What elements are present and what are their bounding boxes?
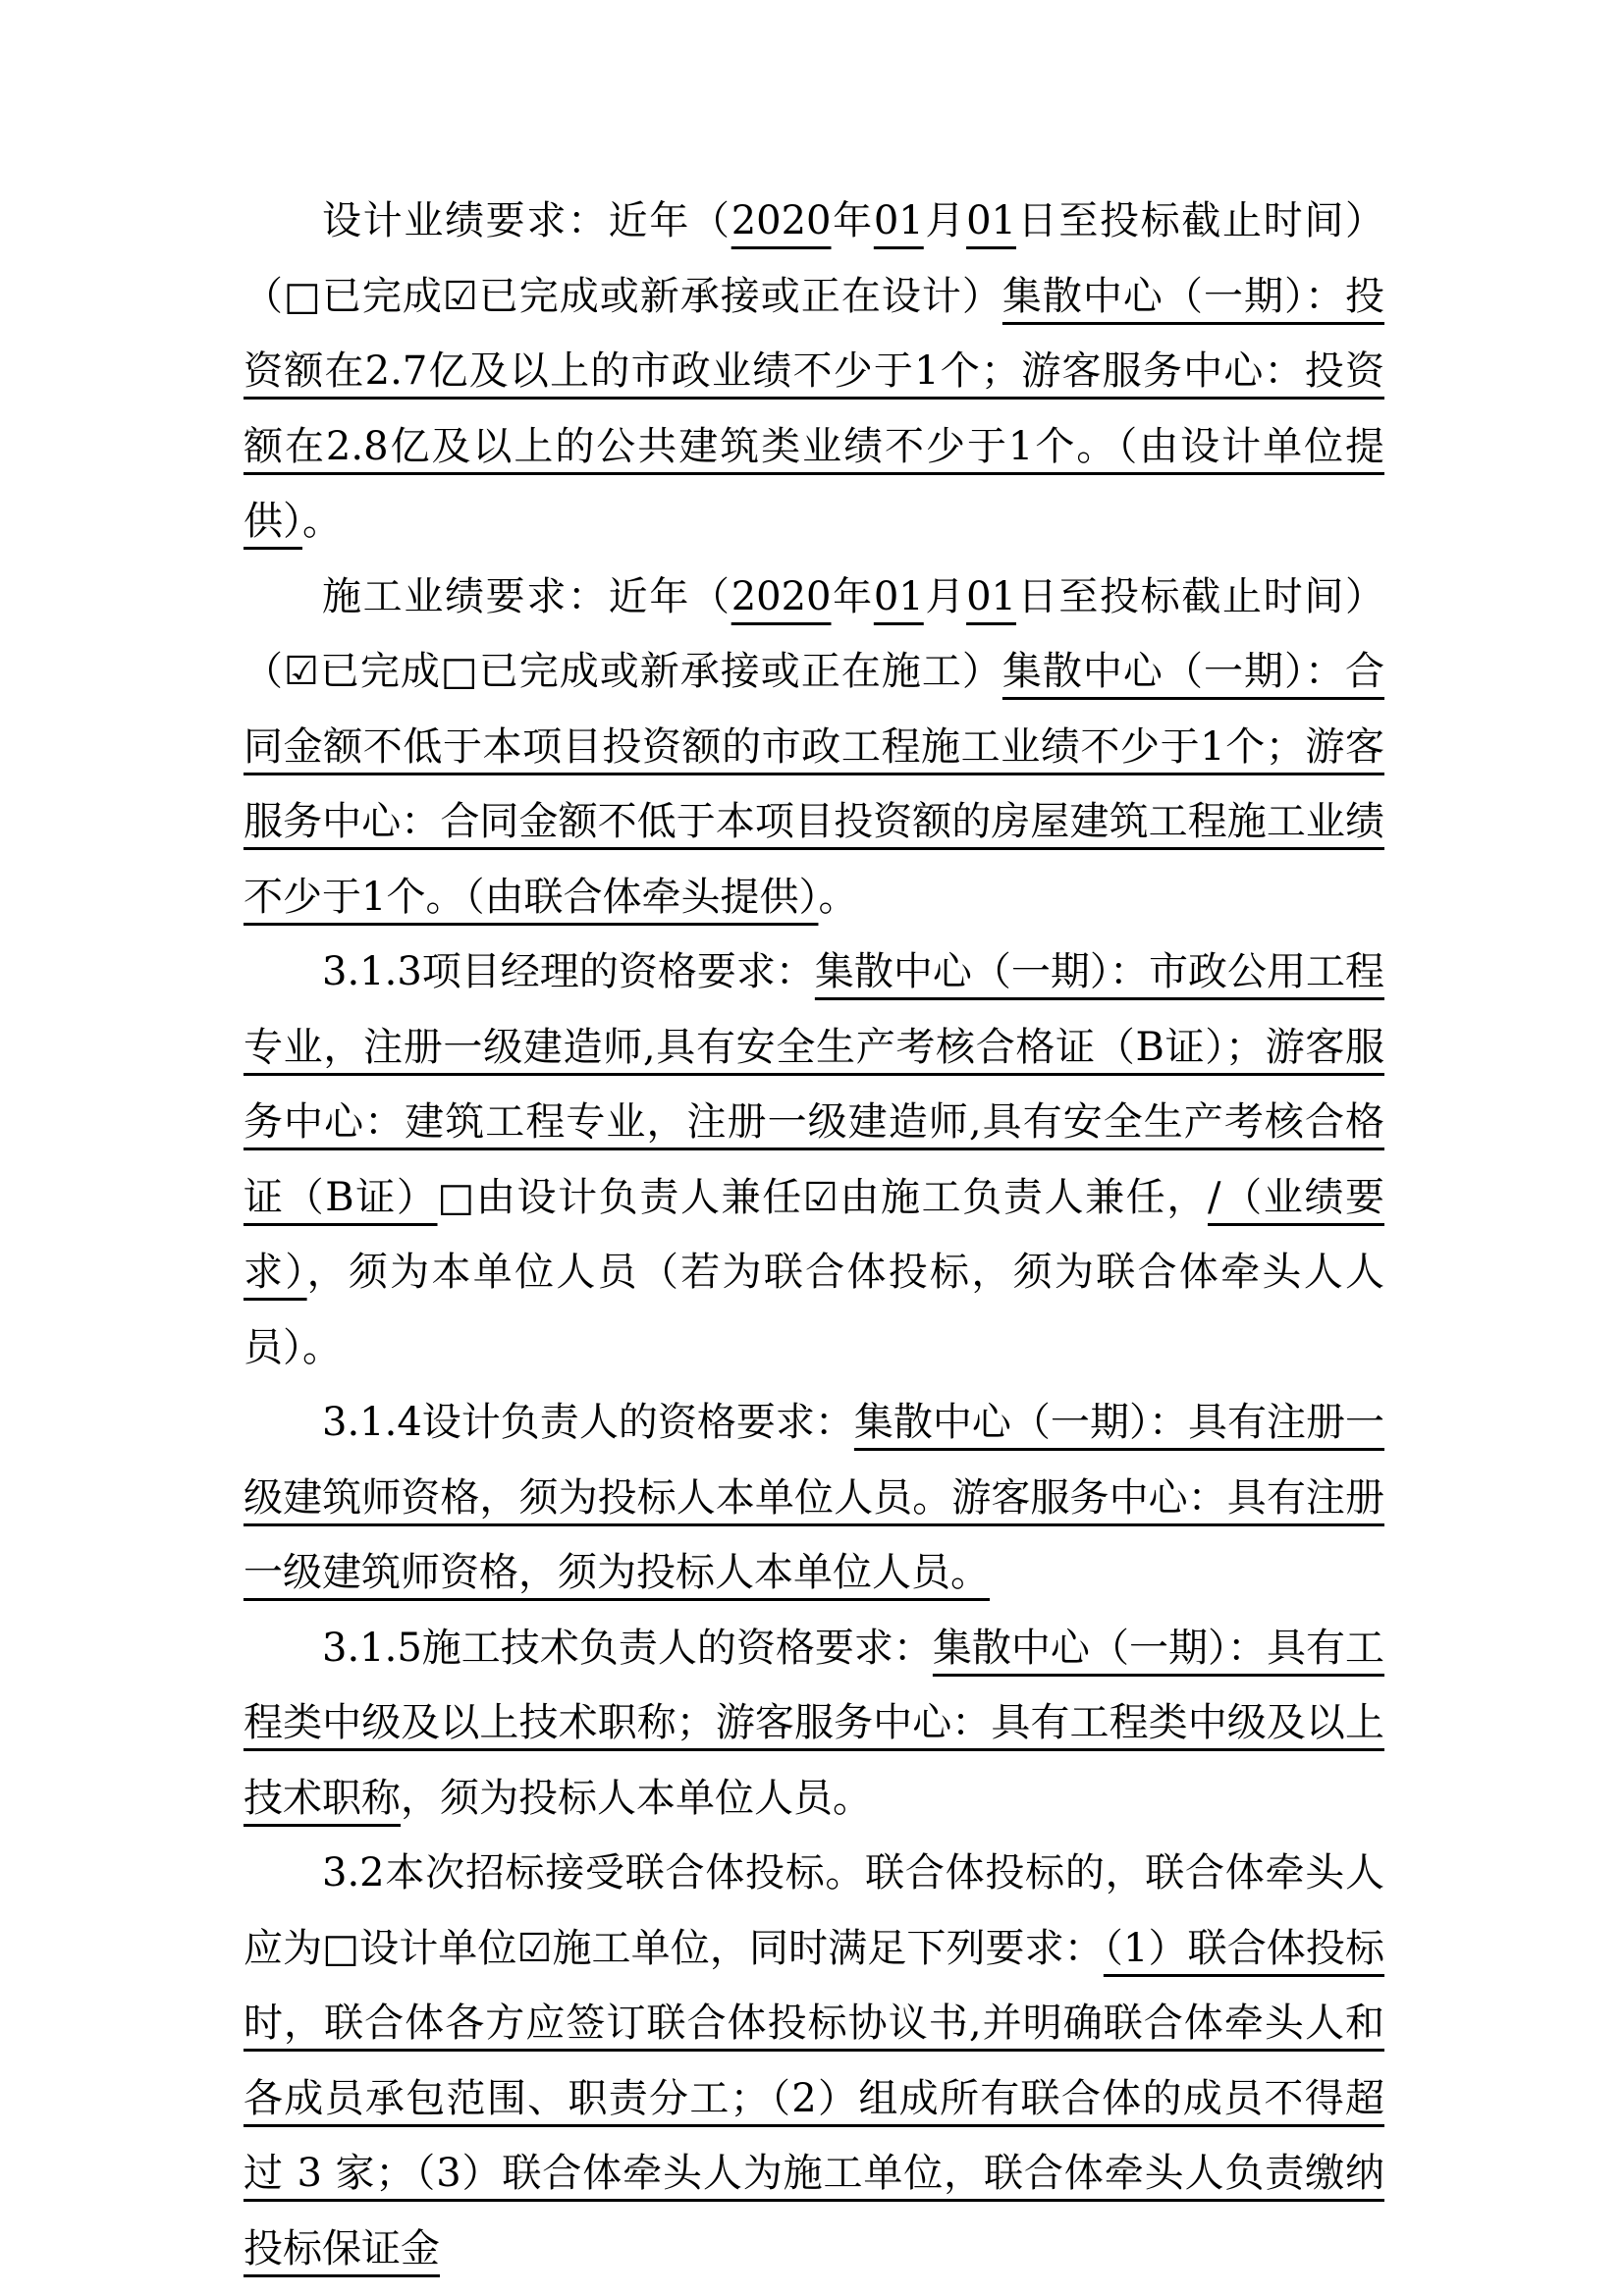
text-run: 3.2本次招标接受联合体投标。联合体投标的，联合体牵头人应为□设计单位☑施工单位，同时满足下列要求： <box>244 1850 1384 1971</box>
underlined-text-run: /（业绩要求） <box>244 1174 1384 1295</box>
paragraph <box>244 1836 1384 2286</box>
text-run: 日至投标截止时间）（□已完成☑已完成或新承接或正在设计） <box>244 198 1385 319</box>
underlined-text-run: 2020 <box>731 198 832 243</box>
underlined-text-run: 集散中心（一期）：具有工程类中级及以上技术职称；游客服务中心：具有工程类中级及以上技术职称 <box>244 1625 1385 1821</box>
text-run: 年 <box>831 573 874 619</box>
text-run: 年 <box>831 198 874 243</box>
underlined-text-run: 01 <box>873 198 924 243</box>
underlined-text-run: 集散中心（一期）：市政公用工程专业，注册一级建造师,具有安全生产考核合格证（B证）；游客服务中心：建筑工程专业，注册一级建造师,具有安全生产考核合格证（B证） <box>244 949 1384 1220</box>
paragraph <box>244 1385 1384 1611</box>
text-run: 3.1.3项目经理的资格要求： <box>322 949 815 994</box>
underlined-text-run: 01 <box>966 198 1016 243</box>
underlined-text-run: 01 <box>873 573 924 619</box>
text-run: 3.1.4设计负责人的资格要求： <box>322 1400 854 1445</box>
text-run: 施工业绩要求：近年（ <box>322 573 731 619</box>
underlined-text-run: 集散中心（一期）：具有注册一级建筑师资格，须为投标人本单位人员。游客服务中心：具有注册一级建筑师资格，须为投标人本单位人员。 <box>244 1400 1385 1595</box>
underlined-text-run: 集散中心（一期）：合同金额不低于本项目投资额的市政工程施工业绩不少于1个；游客服务中心：合同金额不低于本项目投资额的房屋建筑工程施工业绩不少于1个。（由联合体牵头提供） <box>244 649 1385 920</box>
text-run: ，须为投标人本单位人员。 <box>401 1775 872 1821</box>
text-run: 3.1.5施工技术负责人的资格要求： <box>322 1625 933 1671</box>
paragraph <box>244 560 1384 935</box>
underlined-text-run: 2020 <box>731 573 832 619</box>
paragraph <box>244 1611 1384 1837</box>
paragraph <box>244 184 1384 560</box>
document-body <box>244 184 1384 2286</box>
underlined-text-run: （1）联合体投标时，联合体各方应签订联合体投标协议书,并明确联合体牵头人和各成员承包范围、职责分工；（2）组成所有联合体的成员不得超过 3 家；（3）联合体牵头人为施工单位，联合体牵头人负责缴纳投标保证金 <box>244 1925 1385 2271</box>
text-run: 设计业绩要求：近年（ <box>322 198 731 243</box>
text-run: 。 <box>302 499 342 544</box>
underlined-text-run: 01 <box>966 573 1016 619</box>
text-run: 月 <box>923 573 967 619</box>
text-run: 月 <box>923 198 967 243</box>
paragraph <box>244 934 1384 1385</box>
text-run: 。 <box>818 874 858 920</box>
underlined-text-run: 集散中心（一期）：投资额在2.7亿及以上的市政业绩不少于1个；游客服务中心：投资额在2.8亿及以上的公共建筑类业绩不少于1个。（由设计单位提供） <box>244 273 1385 544</box>
text-run: ，须为本单位人员（若为联合体投标，须为联合体牵头人人员）。 <box>244 1250 1385 1370</box>
text-run: 日至投标截止时间）（☑已完成□已完成或新承接或正在施工） <box>244 573 1385 694</box>
text-run: □由设计负责人兼任☑由施工负责人兼任， <box>437 1174 1209 1220</box>
